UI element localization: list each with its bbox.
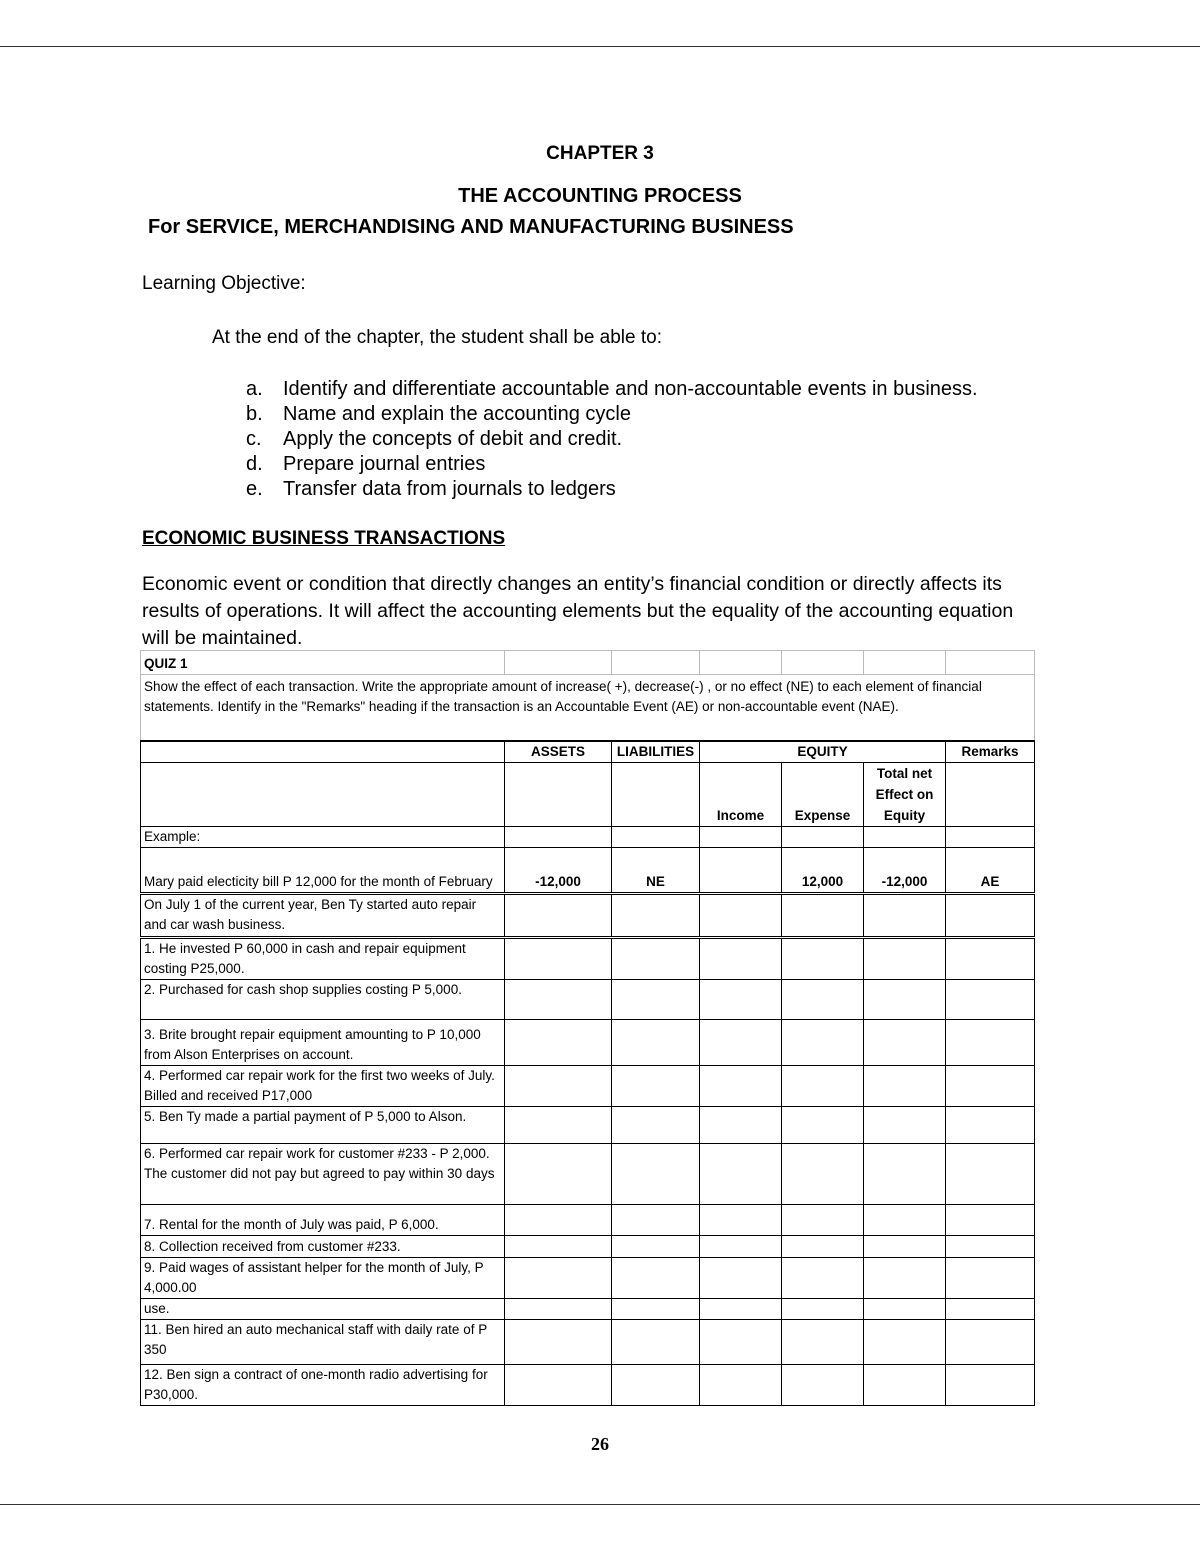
transaction-row [141,1364,1035,1405]
example-label-row [141,826,1035,847]
answer-cell[interactable] [782,1204,864,1235]
answer-cell[interactable] [864,1364,946,1405]
header-row [141,741,1035,763]
transaction-row [141,1298,1035,1319]
objective-text: Prepare journal entries [283,453,486,475]
answer-cell[interactable] [612,1364,700,1405]
answer-cell[interactable] [782,1257,864,1298]
answer-cell[interactable] [700,979,782,1019]
answer-cell[interactable] [612,1143,700,1204]
answer-cell[interactable] [864,1065,946,1106]
answer-cell[interactable] [700,1319,782,1364]
answer-cell[interactable] [505,1106,612,1143]
answer-cell[interactable] [782,1143,864,1204]
answer-cell[interactable] [505,1143,612,1204]
objective-marker: e. [246,478,263,500]
answer-cell[interactable] [612,1235,700,1257]
transaction-text: 4. Performed car repair work for the first two weeks of July. Billed and received P17,000 [141,1065,505,1106]
quiz-title: QUIZ 1 [141,651,505,675]
answer-cell[interactable] [505,1204,612,1235]
answer-cell[interactable] [612,1106,700,1143]
assets-header: ASSETS [505,741,612,763]
objective-text: Name and explain the accounting cycle [283,403,631,425]
liabilities-header: LIABILITIES [612,741,700,763]
transaction-row [141,979,1035,1019]
objective-item [246,427,978,452]
quiz-instructions-row [141,675,1035,741]
answer-cell[interactable] [946,979,1035,1019]
transaction-text: use. [141,1298,505,1319]
example-expense: 12,000 [782,847,864,893]
example-total: -12,000 [864,847,946,893]
answer-cell[interactable] [612,937,700,979]
transaction-row [141,1019,1035,1065]
transaction-text: 3. Brite brought repair equipment amounting to P 10,000 from Alson Enterprises on account. [141,1019,505,1065]
answer-cell[interactable] [864,1257,946,1298]
transaction-row [141,1204,1035,1235]
answer-cell[interactable] [505,893,612,937]
example-row [141,847,1035,893]
answer-cell[interactable] [864,893,946,937]
answer-cell[interactable] [782,1364,864,1405]
transaction-row [141,1065,1035,1106]
answer-cell[interactable] [782,1019,864,1065]
transaction-row [141,1143,1035,1204]
answer-cell[interactable] [864,1019,946,1065]
transaction-row [141,1257,1035,1298]
bottom-rule [0,1504,1200,1505]
answer-cell[interactable] [782,1319,864,1364]
answer-cell[interactable] [612,1204,700,1235]
answer-cell[interactable] [946,1143,1035,1204]
chapter-subtitle: For SERVICE, MERCHANDISING AND MANUFACTURING BUSINESS [148,216,794,238]
answer-cell[interactable] [505,1019,612,1065]
answer-cell[interactable] [946,1204,1035,1235]
answer-cell[interactable] [782,1106,864,1143]
income-header: Income [700,762,782,826]
objective-item [246,477,978,502]
answer-cell[interactable] [946,1364,1035,1405]
total-net-header: Total net Effect on Equity [864,762,946,826]
answer-cell[interactable] [505,1319,612,1364]
answer-cell[interactable] [946,893,1035,937]
answer-cell[interactable] [782,979,864,1019]
transaction-row [141,1106,1035,1143]
answer-cell[interactable] [612,1065,700,1106]
transaction-row [141,1235,1035,1257]
example-liabilities: NE [612,847,700,893]
answer-cell[interactable] [946,1235,1035,1257]
answer-cell[interactable] [700,1204,782,1235]
example-remarks: AE [946,847,1035,893]
answer-cell[interactable] [700,893,782,937]
answer-cell[interactable] [782,1235,864,1257]
answer-cell[interactable] [612,979,700,1019]
answer-cell[interactable] [946,937,1035,979]
answer-cell[interactable] [700,1364,782,1405]
section-heading: ECONOMIC BUSINESS TRANSACTIONS [142,528,506,549]
objectives-intro: At the end of the chapter, the student shall be able to: [212,327,662,348]
objective-text: Transfer data from journals to ledgers [283,478,616,500]
scenario-row [141,893,1035,937]
quiz-title-row [141,651,1035,675]
answer-cell[interactable] [946,1257,1035,1298]
answer-cell[interactable] [700,1019,782,1065]
answer-cell[interactable] [612,1257,700,1298]
answer-cell[interactable] [946,1019,1035,1065]
answer-cell[interactable] [505,1065,612,1106]
transaction-text: 11. Ben hired an auto mechanical staff with daily rate of P 350 [141,1319,505,1364]
answer-cell[interactable] [946,1065,1035,1106]
chapter-title: THE ACCOUNTING PROCESS [458,185,742,207]
transaction-text: 1. He invested P 60,000 in cash and repair equipment costing P25,000. [141,937,505,979]
answer-cell[interactable] [505,937,612,979]
quiz-instructions: Show the effect of each transaction. Write the appropriate amount of increase( +), decrease(-) , or no effect (NE) to each element of financial statements. Identify in the "Remarks" heading if the transaction is an Accountable Event (AE) or non-accountable event (NAE). [141,675,1035,741]
transaction-text: 7. Rental for the month of July was paid, P 6,000. [141,1204,505,1235]
transaction-text: 12. Ben sign a contract of one-month radio advertising for P30,000. [141,1364,505,1405]
answer-cell[interactable] [700,1106,782,1143]
quiz-table [140,650,1035,1406]
objective-item [246,377,978,402]
objective-marker: c. [246,428,262,450]
answer-cell[interactable] [782,937,864,979]
objective-item [246,452,978,477]
answer-cell[interactable] [612,1298,700,1319]
answer-cell[interactable] [946,1298,1035,1319]
answer-cell[interactable] [864,1143,946,1204]
equity-header: EQUITY [700,741,946,763]
objective-item [246,402,978,427]
remarks-header: Remarks [946,741,1035,763]
answer-cell[interactable] [782,1065,864,1106]
answer-cell[interactable] [946,1106,1035,1143]
answer-cell[interactable] [612,1019,700,1065]
answer-cell[interactable] [946,1319,1035,1364]
expense-header: Expense [782,762,864,826]
answer-cell[interactable] [700,1235,782,1257]
example-text: Mary paid electicity bill P 12,000 for the month of February [141,847,505,893]
transaction-row [141,937,1035,979]
answer-cell[interactable] [700,1065,782,1106]
chapter-label: CHAPTER 3 [546,143,654,164]
objective-marker: d. [246,453,263,475]
answer-cell[interactable] [782,1298,864,1319]
answer-cell[interactable] [505,979,612,1019]
example-label: Example: [141,826,505,847]
objective-text: Identify and differentiate accountable and non-accountable events in business. [283,378,978,400]
answer-cell[interactable] [864,937,946,979]
transaction-text: 8. Collection received from customer #233. [141,1235,505,1257]
answer-cell[interactable] [505,1257,612,1298]
answer-cell[interactable] [864,1204,946,1235]
answer-cell[interactable] [864,979,946,1019]
objective-marker: a. [246,378,263,400]
objective-marker: b. [246,403,263,425]
scenario-text: On July 1 of the current year, Ben Ty started auto repair and car wash business. [141,893,505,937]
transaction-text: 2. Purchased for cash shop supplies costing P 5,000. [141,979,505,1019]
example-assets: -12,000 [505,847,612,893]
subheader-row [141,762,1035,826]
answer-cell[interactable] [864,1298,946,1319]
learning-objective-label: Learning Objective: [142,273,306,294]
answer-cell[interactable] [505,1298,612,1319]
top-rule [0,46,1200,47]
page-number: 26 [591,1434,609,1454]
answer-cell[interactable] [612,893,700,937]
answer-cell[interactable] [505,1235,612,1257]
transaction-row [141,1319,1035,1364]
transaction-text: 9. Paid wages of assistant helper for the month of July, P 4,000.00 [141,1257,505,1298]
definition-paragraph: Economic event or condition that directly changes an entity’s financial condition or directly affects its results of operations. It will affect the accounting elements but the equality of the accounting equation will be maintained. [142,573,1014,649]
answer-cell[interactable] [864,1106,946,1143]
transaction-text: 6. Performed car repair work for customer #233 - P 2,000. The customer did not pay but agreed to pay within 30 days [141,1143,505,1204]
answer-cell[interactable] [864,1319,946,1364]
answer-cell[interactable] [700,937,782,979]
answer-cell[interactable] [864,1235,946,1257]
objectives-list [246,377,978,502]
answer-cell[interactable] [782,893,864,937]
answer-cell[interactable] [700,1143,782,1204]
answer-cell[interactable] [612,1319,700,1364]
example-income [700,847,782,893]
answer-cell[interactable] [700,1257,782,1298]
answer-cell[interactable] [700,1298,782,1319]
answer-cell[interactable] [505,1364,612,1405]
transaction-text: 5. Ben Ty made a partial payment of P 5,000 to Alson. [141,1106,505,1143]
objective-text: Apply the concepts of debit and credit. [283,428,623,450]
